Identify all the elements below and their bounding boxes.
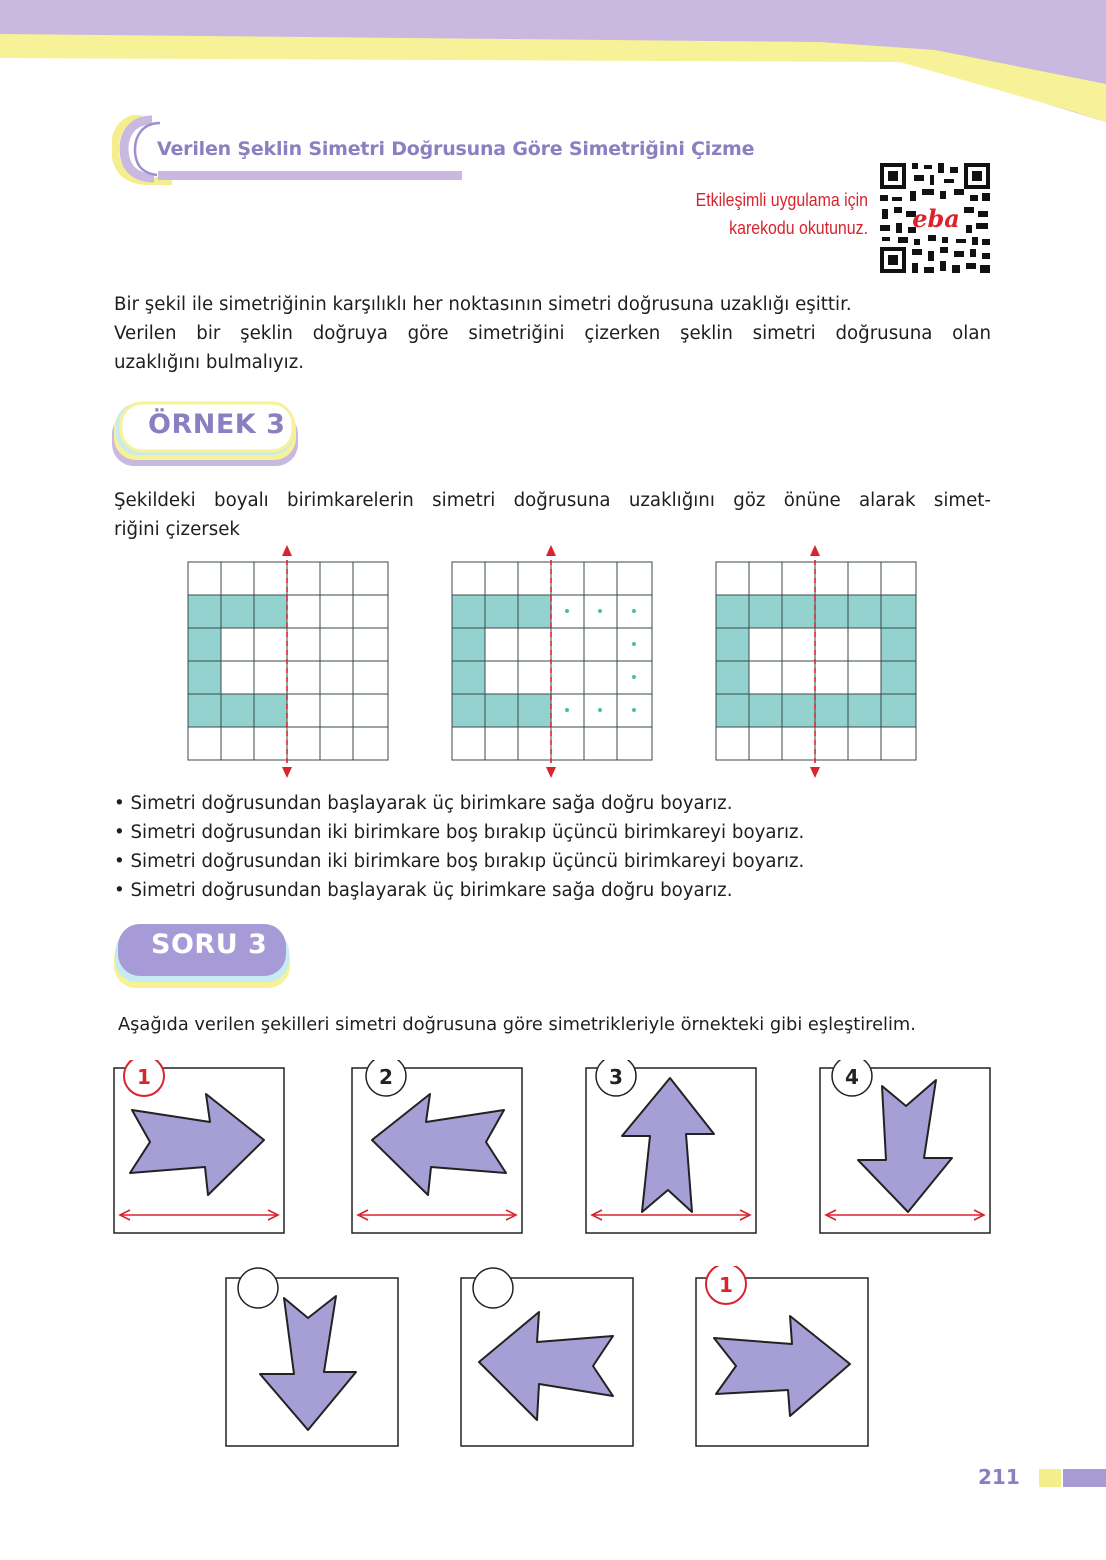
top-decorative-band — [0, 0, 1106, 130]
qr-code[interactable] — [878, 161, 992, 275]
example-line-2: riğini çizersek — [114, 519, 240, 540]
step-4: • Simetri doğrusundan başlayarak üç birimkare sağa doğru boyarız. — [114, 880, 733, 901]
intro-line-3: uzaklığını bulmalıyız. — [114, 352, 305, 373]
example-grid-dotted — [450, 545, 654, 780]
shape-card-2[interactable] — [348, 1060, 526, 1238]
step-3: • Simetri doğrusundan iki birimkare boş bırakıp üçüncü birimkareyi boyarız. — [114, 851, 805, 872]
example-grid-given — [186, 545, 390, 780]
shape-card-1[interactable] — [110, 1060, 288, 1238]
match-card-2[interactable] — [457, 1266, 637, 1448]
card-3-label: 3 — [609, 1065, 623, 1089]
step-1: • Simetri doğrusundan başlayarak üç birimkare sağa doğru boyarız. — [114, 793, 733, 814]
page-number: 211 — [978, 1465, 1020, 1489]
footer-bar-purple — [1063, 1469, 1106, 1487]
shape-card-3[interactable] — [582, 1060, 760, 1238]
example-badge: ÖRNEK 3 — [148, 409, 286, 440]
match-card-3[interactable] — [692, 1266, 872, 1448]
example-grid-result — [714, 545, 918, 780]
card-1-label: 1 — [137, 1065, 151, 1089]
step-2: • Simetri doğrusundan iki birimkare boş bırakıp üçüncü birimkareyi boyarız. — [114, 822, 805, 843]
qr-logo: eba — [912, 204, 960, 233]
example-line-1: Şekildeki boyalı birimkarelerin simetri doğrusuna uzaklığını göz önüne alarak simet- — [114, 490, 991, 511]
qr-note-line-1: Etkileşimli uygulama için — [695, 189, 868, 210]
qr-instruction-note — [672, 186, 868, 242]
shape-card-4[interactable] — [816, 1060, 994, 1238]
match-card-1[interactable] — [222, 1266, 402, 1448]
question-badge: SORU 3 — [151, 929, 268, 960]
footer-bar-yellow — [1039, 1469, 1061, 1487]
intro-line-2: Verilen bir şeklin doğruya göre simetriğini çizerken şeklin simetri doğrusuna olan — [114, 323, 991, 344]
question-prompt: Aşağıda verilen şekilleri simetri doğrusuna göre simetrikleriyle örnekteki gibi eşleştirelim. — [118, 1014, 916, 1035]
card-7-label: 1 — [719, 1273, 733, 1297]
card-4-label: 4 — [845, 1065, 859, 1089]
card-2-label: 2 — [379, 1065, 393, 1089]
qr-note-line-2: karekodu okutunuz. — [729, 217, 868, 238]
intro-line-1: Bir şekil ile simetriğinin karşılıklı her noktasının simetri doğrusuna uzaklığı eşittir. — [114, 294, 852, 315]
section-title: Verilen Şeklin Simetri Doğrusuna Göre Simetriğini Çizme — [157, 138, 755, 160]
